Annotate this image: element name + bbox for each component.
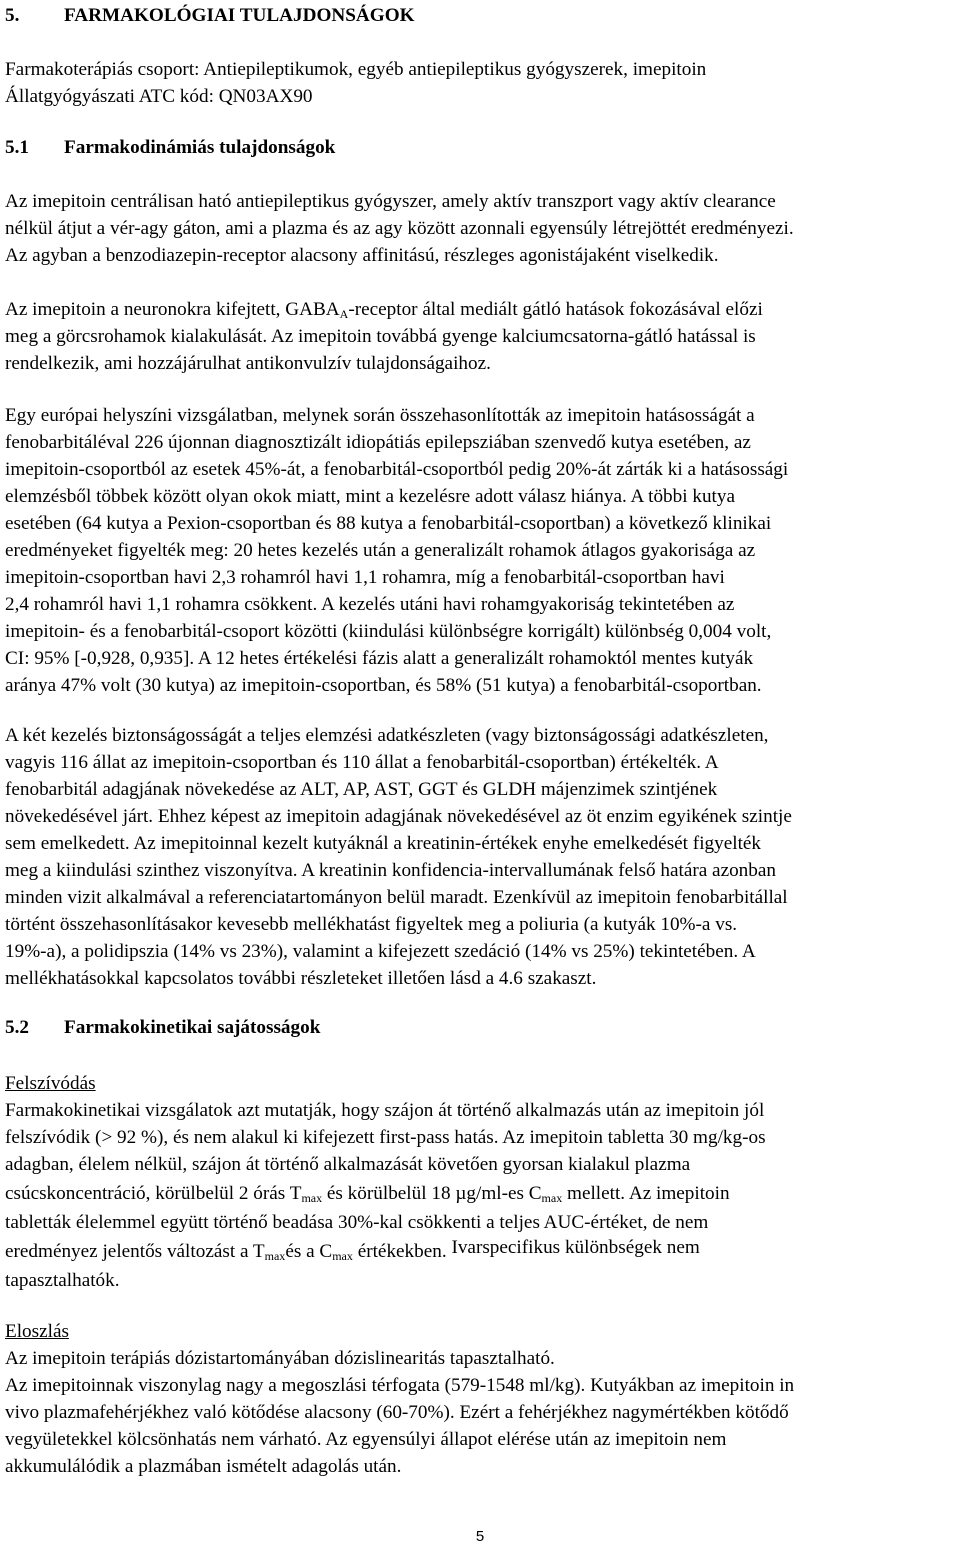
subsection-number: 5.1 xyxy=(5,137,29,158)
paragraph-line: vegyületekkel kölcsönhatás nem várható. Az egyensúlyi állapot elérése után az imepitoin nem xyxy=(5,1429,727,1450)
paragraph-line: adagban, élelem nélkül, szájon át történő alkalmazását követően gyorsan kialakul plazma xyxy=(5,1154,691,1175)
pharmacotherapeutic-group: Farmakoterápiás csoport: Antiepileptikumok, egyéb antiepileptikus gyógyszerek, imepitoin xyxy=(5,59,707,80)
distribution-heading: Eloszlás xyxy=(5,1321,69,1342)
paragraph-line xyxy=(5,1178,766,1209)
subscript: max xyxy=(541,1191,563,1205)
paragraph-line: imepitoin-csoportból az esetek 45%-át, a fenobarbitál-csoportból pedig 20%-át zárták ki a hatásossági xyxy=(5,459,789,480)
subsection-heading-5-2 xyxy=(5,1014,320,1041)
paragraph-line: aránya 47% volt (30 kutya) az imepitoin-csoportban, és 58% (51 kutya) a fenobarbitál-csoportban. xyxy=(5,675,762,696)
subscript: A xyxy=(339,307,349,321)
paragraph-line: imepitoin-csoportban havi 2,3 rohamról havi 1,1 rohamra, míg a fenobarbitál-csoportban havi xyxy=(5,567,725,588)
paragraph-line: rendelkezik, ami hozzájárulhat antikonvulzív tulajdonságaihoz. xyxy=(5,353,491,374)
section-title: FARMAKOLÓGIAI TULAJDONSÁGOK xyxy=(64,5,415,26)
paragraph-line xyxy=(5,296,763,323)
paragraph-line: Az imepitoinnak viszonylag nagy a megoszlási térfogata (579-1548 ml/kg). Kutyákban az imepitoin in xyxy=(5,1375,795,1396)
text-run: mellett. Az imepitoin xyxy=(562,1183,730,1204)
paragraph-line: Az imepitoin terápiás dózistartományában dózislinearitás tapasztalható. xyxy=(5,1348,555,1369)
subsection-number: 5.2 xyxy=(5,1017,29,1038)
text-run: és körülbelül 18 µg/ml-es C xyxy=(322,1183,542,1204)
paragraph xyxy=(5,722,792,992)
paragraph xyxy=(5,402,788,699)
paragraph-line: vivo plazmafehérjékhez való kötődése alacsony (60-70%). Ezért a fehérjékhez nagymértékben kötődő xyxy=(5,1402,789,1423)
paragraph-line: A két kezelés biztonságosságát a teljes elemzési adatkészleten (vagy biztonságossági adatkészleten, xyxy=(5,725,769,746)
intro-block xyxy=(5,56,706,110)
paragraph-line: elemzésből többek között olyan okok miatt, mint a kezelésre adott válasz hiánya. A többi kutya xyxy=(5,486,735,507)
paragraph-line: mellékhatásokkal kapcsolatos további részleteket illetően lásd a 4.6 szakaszt. xyxy=(5,968,597,989)
text-run: csúcskoncentráció, körülbelül 2 órás T xyxy=(5,1183,302,1204)
paragraph-line: 2,4 rohamról havi 1,1 rohamra csökkent. A kezelés utáni havi rohamgyakoriság tekintetében az xyxy=(5,594,735,615)
paragraph-line: akkumulálódik a plazmában ismételt adagolás után. xyxy=(5,1456,402,1477)
atc-code: Állatgyógyászati ATC kód: QN03AX90 xyxy=(5,86,313,107)
text-run: értékekben. xyxy=(352,1241,447,1262)
text-run: -receptor által mediált gátló hatások fokozásával előzi xyxy=(348,299,763,320)
text-run: és a C xyxy=(285,1241,333,1262)
subscript: max xyxy=(301,1191,323,1205)
section-number: 5. xyxy=(5,5,20,26)
section-heading xyxy=(5,2,415,29)
subscript: max xyxy=(332,1249,353,1263)
paragraph xyxy=(5,296,763,377)
paragraph-line: fenobarbitál adagjának növekedése az ALT, AP, AST, GGT és GLDH májenzimek szintjének xyxy=(5,779,718,800)
paragraph-line: CI: 95% [-0,928, 0,935]. A 12 hetes értékelési fázis alatt a generalizált rohamoktól mentes kutyák xyxy=(5,648,754,669)
paragraph-line: eredményeket figyelték meg: 20 hetes kezelés után a generalizált rohamok átlagos gyakorisága az xyxy=(5,540,756,561)
paragraph-line: Az imepitoin centrálisan ható antiepileptikus gyógyszer, amely aktív transzport vagy aktív clearance xyxy=(5,191,776,212)
text-run: Az imepitoin a neuronokra kifejtett, GABA xyxy=(5,299,340,320)
paragraph-line: Egy európai helyszíni vizsgálatban, melynek során összehasonlították az imepitoin hatásosságát a xyxy=(5,405,755,426)
subsection-title: Farmakodinámiás tulajdonságok xyxy=(64,137,336,158)
paragraph-line: Az agyban a benzodiazepin-receptor alacsony affinitású, részleges agonistájaként viselkedik. xyxy=(5,245,719,266)
paragraph-line: 19%-a), a polidipszia (14% vs 23%), valamint a kifejezett szedáció (14% vs 25%) tekintetében. A xyxy=(5,941,756,962)
paragraph-line: imepitoin- és a fenobarbitál-csoport közötti (kiindulási különbségre korrigált) különbség 0,004 volt, xyxy=(5,621,772,642)
paragraph-line: történt összehasonlításakor kevesebb mellékhatást figyeltek meg a poliuria (a kutyák 10%-a vs. xyxy=(5,914,738,935)
paragraph-line: vagyis 116 állat az imepitoin-csoportban és 110 állat a fenobarbitál-csoportban) értékelték. A xyxy=(5,752,719,773)
paragraph-line: felszívódik (> 92 %), és nem alakul ki kifejezett first-pass hatás. Az imepitoin tabletta 30 mg/kg-os xyxy=(5,1127,766,1148)
paragraph-line xyxy=(5,1236,766,1267)
distribution-section xyxy=(5,1318,794,1480)
paragraph-line: sem emelkedett. Az imepitoinnal kezelt kutyáknál a kreatinin-értékek enyhe emelkedését figyelték xyxy=(5,833,762,854)
subsection-title: Farmakokinetikai sajátosságok xyxy=(64,1017,321,1038)
paragraph-line: nélkül átjut a vér-agy gáton, ami a plazma és az agy között azonnali egyensúly létrejöttét eredményezi. xyxy=(5,218,794,239)
paragraph-line: növekedésével járt. Ehhez képest az imepitoin adagjának növekedésével az öt enzim egyikének szintje xyxy=(5,806,792,827)
paragraph-line: esetében (64 kutya a Pexion-csoportban és 88 kutya a fenobarbitál-csoportban) a következő klinikai xyxy=(5,513,772,534)
subsection-heading-5-1 xyxy=(5,134,335,161)
page-number: 5 xyxy=(475,1528,485,1545)
paragraph-line: minden vizit alkalmával a referenciatartományon belül maradt. Ezenkívül az imepitoin fenobarbitállal xyxy=(5,887,788,908)
paragraph-line: tapasztalhatók. xyxy=(5,1270,120,1291)
paragraph-line: fenobarbitáléval 226 újonnan diagnosztizált idiopátiás epilepsziában szenvedő kutya esetében, az xyxy=(5,432,751,453)
paragraph-line: Farmakokinetikai vizsgálatok azt mutatják, hogy szájon át történő alkalmazás után az imepitoin jól xyxy=(5,1100,765,1121)
text-run: eredményez jelentős változást a T xyxy=(5,1241,265,1262)
paragraph xyxy=(5,188,794,269)
absorption-section xyxy=(5,1070,766,1294)
subscript: max xyxy=(264,1249,286,1263)
absorption-heading: Felszívódás xyxy=(5,1073,96,1094)
paragraph-line: tabletták élelemmel együtt történő beadása 30%-kal csökkenti a teljes AUC-értéket, de nem xyxy=(5,1212,709,1233)
paragraph-line: meg a kiindulási szinthez viszonyítva. A kreatinin konfidencia-intervallumának felső határa azonban xyxy=(5,860,776,881)
paragraph-line: meg a görcsrohamok kialakulását. Az imepitoin továbbá gyenge kalciumcsatorna-gátló hatással is xyxy=(5,326,756,347)
text-run: Ivarspecifikus különbségek nem xyxy=(446,1237,700,1258)
